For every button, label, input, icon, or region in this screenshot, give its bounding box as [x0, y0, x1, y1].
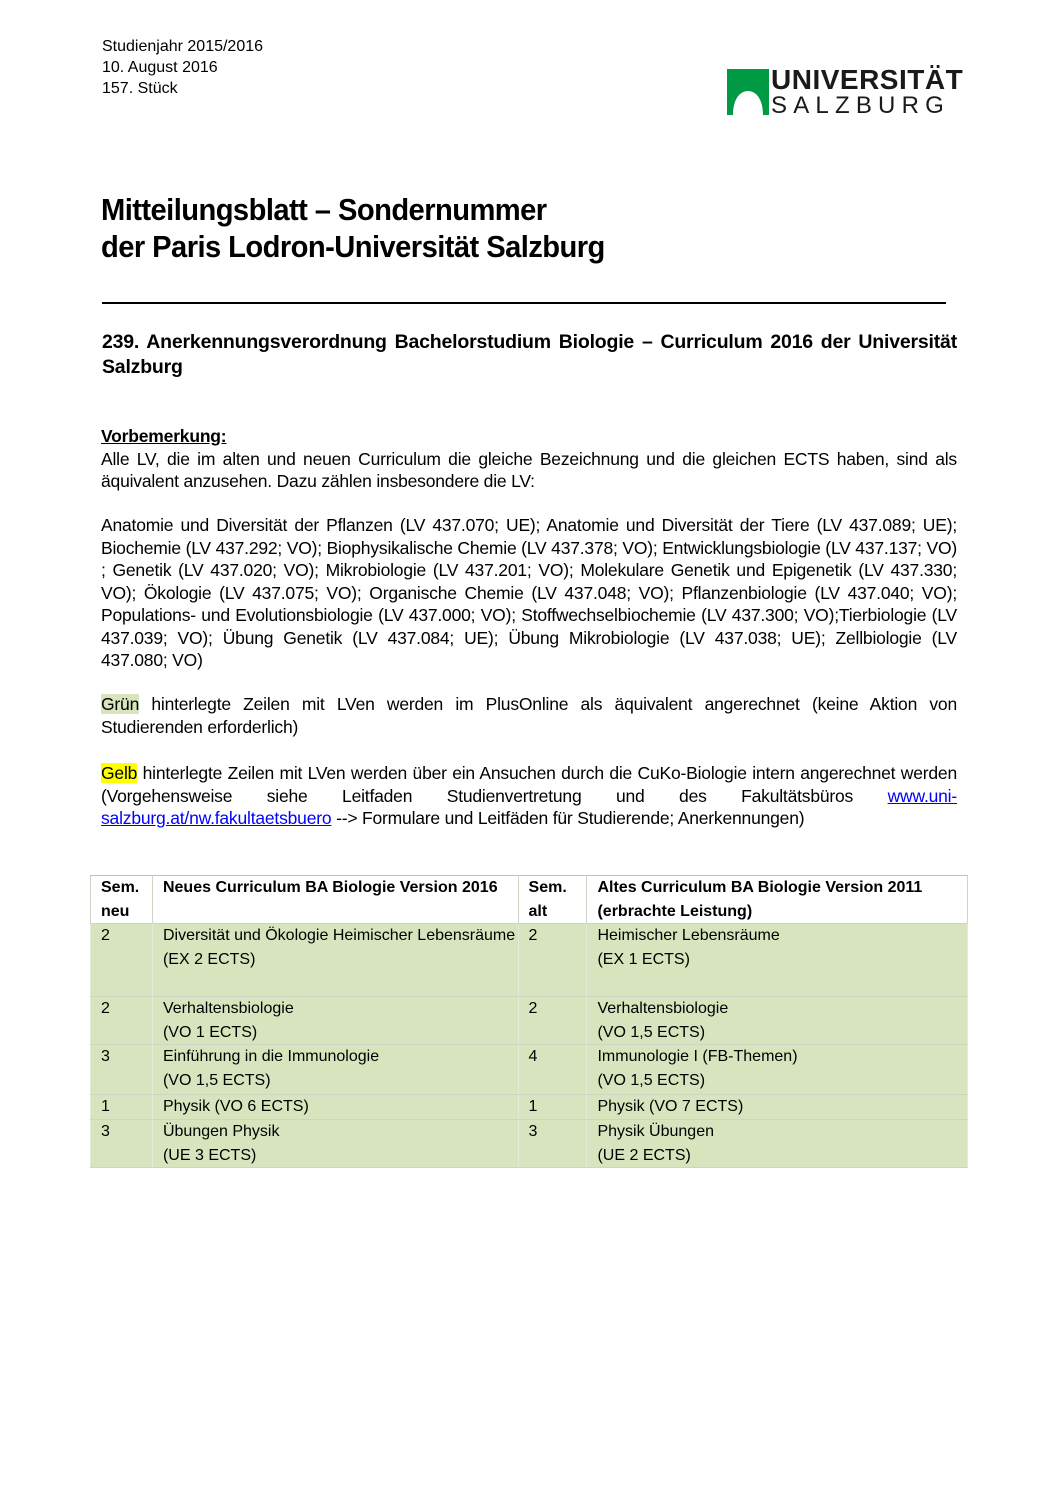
table-row: [91, 1120, 968, 1168]
recognition-table: [90, 875, 968, 1168]
faculty-office-link[interactable]: www.uni-salzburg.at/nw.fakultaetsbuero: [101, 785, 957, 828]
new-course-ects: (UE 3 ECTS): [162, 1146, 257, 1164]
sem-neu-cell: 2: [91, 997, 153, 1045]
old-course-name: Verhaltensbiologie: [597, 1000, 729, 1017]
new-course-name: Physik (VO 6 ECTS): [162, 1098, 309, 1115]
title-line-1: Mitteilungsblatt – Sondernummer: [101, 192, 547, 227]
old-course-ects: (UE 2 ECTS): [597, 1146, 691, 1164]
old-course-name: Heimischer Lebensräume: [597, 927, 780, 944]
sem-neu-cell: 3: [91, 1045, 153, 1095]
title-divider: [102, 302, 946, 304]
regulation-title: 239. Anerkennungsverordnung Bachelorstudium Biologie – Curriculum 2016 der Universität Salzburg: [102, 331, 957, 378]
old-course-cell: [587, 1120, 968, 1168]
old-course-ects: (VO 1,5 ECTS): [597, 1071, 706, 1089]
old-course-name: Physik (VO 7 ECTS): [597, 1098, 744, 1115]
old-course-cell: [587, 1045, 968, 1095]
green-note: [101, 693, 957, 738]
issue-date: 10. August 2016: [102, 59, 218, 76]
new-course-ects: (VO 1 ECTS): [162, 1023, 258, 1041]
new-course-name: Diversität und Ökologie Heimischer Lebensräume: [162, 927, 516, 944]
sem-alt-cell: 2: [518, 924, 587, 997]
yellow-note: [101, 762, 957, 830]
old-course-name: Immunologie I (FB-Themen): [597, 1048, 798, 1065]
green-note-text: hinterlegte Zeilen mit LVen werden im PlusOnline als äquivalent angerechnet (keine Aktion von Studierenden erforderlich): [101, 694, 957, 737]
sem-neu-cell: 1: [91, 1095, 153, 1120]
new-course-cell: [152, 1095, 518, 1120]
sem-alt-cell: 1: [518, 1095, 587, 1120]
new-course-name: Verhaltensbiologie: [162, 1000, 294, 1017]
old-course-ects: (VO 1,5 ECTS): [597, 1023, 706, 1041]
new-course-name: Übungen Physik: [162, 1123, 280, 1140]
old-course-ects: (EX 1 ECTS): [597, 950, 690, 968]
header-new-curriculum: Neues Curriculum BA Biologie Version 2016: [152, 876, 518, 924]
sem-alt-cell: 3: [518, 1120, 587, 1168]
header-sem-alt: Sem. alt: [518, 876, 587, 924]
yellow-note-text: hinterlegte Zeilen mit LVen werden über ein Ansuchen durch die CuKo-Biologie intern angerechnet werden (Vorgehensweise siehe Leitfaden Studienvertretung und des Fakultätsbüros: [101, 763, 957, 806]
sem-neu-cell: 3: [91, 1120, 153, 1168]
new-course-cell: [152, 924, 518, 997]
green-highlight-label: Grün: [101, 694, 140, 714]
header-sem-neu: Sem. neu: [91, 876, 153, 924]
yellow-note-text-end: --> Formulare und Leitfäden für Studierende; Anerkennungen): [331, 808, 805, 828]
new-course-ects: (EX 2 ECTS): [162, 950, 256, 968]
preface-heading: Vorbemerkung:: [101, 426, 227, 446]
logo-text-universitaet: UNIVERSITÄT: [771, 64, 964, 95]
table-row: [91, 1045, 968, 1095]
table-row: [91, 997, 968, 1045]
preface-section: [101, 425, 957, 493]
preface-intro: Alle LV, die im alten und neuen Curriculum die gleiche Bezeichnung und die gleichen ECTS haben, sind als äquivalent anzusehen. Dazu zählen insbesondere die LV:: [101, 448, 957, 491]
new-course-name: Einführung in die Immunologie: [162, 1048, 380, 1065]
university-logo: [727, 64, 964, 121]
table-header-row: [91, 876, 968, 924]
logo-text-salzburg: SALZBURG: [771, 92, 950, 119]
issue-number: 157. Stück: [102, 80, 178, 97]
sem-neu-cell: 2: [91, 924, 153, 997]
old-course-cell: [587, 924, 968, 997]
old-course-name: Physik Übungen: [597, 1123, 714, 1140]
new-course-ects: (VO 1,5 ECTS): [162, 1071, 271, 1089]
new-course-cell: [152, 1045, 518, 1095]
sem-alt-cell: 2: [518, 997, 587, 1045]
new-course-cell: [152, 1120, 518, 1168]
table-row: [91, 924, 968, 997]
academic-year: Studienjahr 2015/2016: [102, 38, 264, 55]
old-course-cell: [587, 997, 968, 1045]
document-meta: [102, 36, 263, 99]
page-title: [101, 191, 605, 265]
arch-logo-icon: [727, 69, 769, 115]
course-list: Anatomie und Diversität der Pflanzen (LV 437.070; UE); Anatomie und Diversität der Tiere (LV 437.089; UE); Biochemie (LV 437.292; VO); Biophysikalische Chemie (LV 437.378; VO); Entwicklungsbiologie (LV 437.137; VO) ; Genetik (LV 437.020; VO); Mikrobiologie (LV 437.201; VO); Molekulare Genetik und Epigenetik (LV 437.330; VO); Ökologie (LV 437.075; VO); Organische Chemie (LV 437.048; VO); Pflanzenbiologie (LV 437.040; VO); Populations- und Evolutionsbiologie (LV 437.000; VO); Stoffwechselbiochemie (LV 437.300; VO);Tierbiologie (LV 437.039; VO); Übung Genetik (LV 437.084; UE); Übung Mikrobiologie (LV 437.038; UE); Zellbiologie (LV 437.080; VO): [101, 515, 958, 670]
old-course-cell: [587, 1095, 968, 1120]
new-course-cell: [152, 997, 518, 1045]
yellow-highlight-label: Gelb: [101, 763, 138, 783]
header-old-curriculum: Altes Curriculum BA Biologie Version 2011 (erbrachte Leistung): [587, 876, 968, 924]
sem-alt-cell: 4: [518, 1045, 587, 1095]
title-line-2: der Paris Lodron-Universität Salzburg: [101, 229, 605, 264]
table-row: [91, 1095, 968, 1120]
